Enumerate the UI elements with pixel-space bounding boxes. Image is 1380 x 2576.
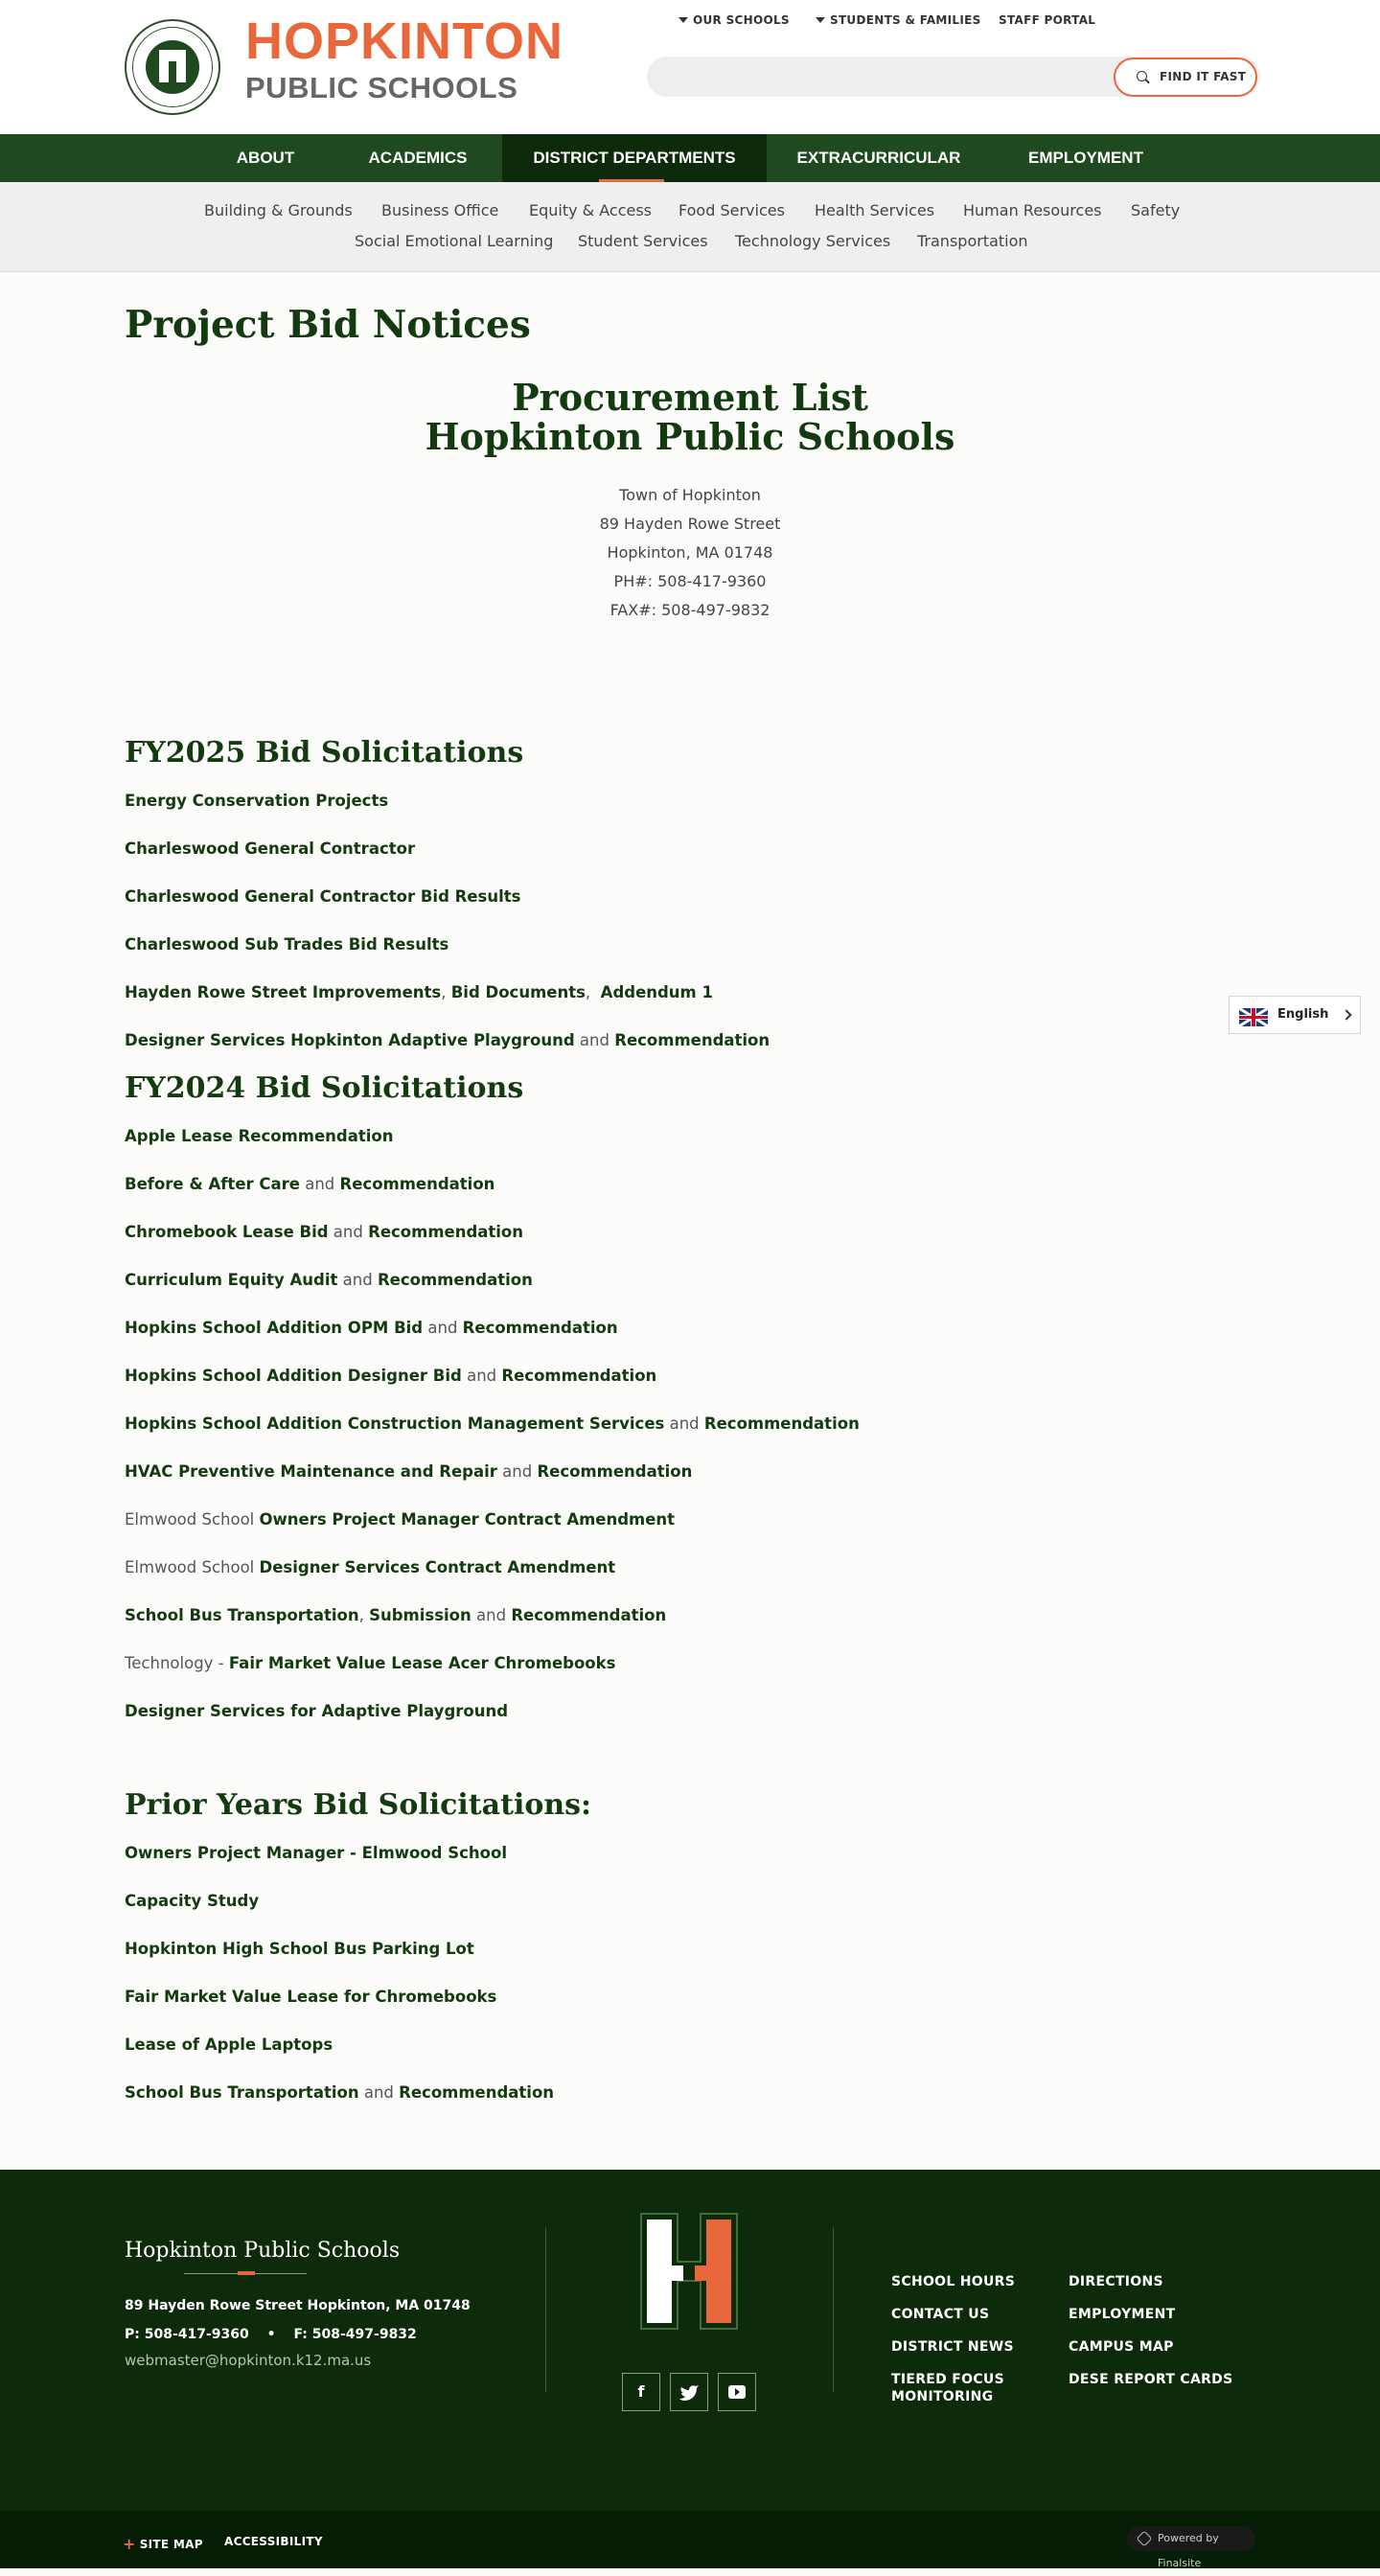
- bid-item-text: and: [423, 1319, 463, 1337]
- bid-document-link[interactable]: Fair Market Value Lease for Chromebooks: [125, 1988, 497, 2006]
- site-map-link[interactable]: [123, 2535, 203, 2553]
- bid-document-link[interactable]: Hayden Rowe Street Improvements: [125, 983, 442, 1001]
- chevron-right-icon: [1341, 1009, 1351, 1020]
- address-line: Hopkinton, MA 01748: [607, 543, 773, 562]
- footer-link-district-news[interactable]: DISTRICT NEWS: [891, 2339, 1014, 2355]
- subnav-health-services[interactable]: Health Services: [815, 201, 935, 219]
- subnav-human-resources[interactable]: Human Resources: [963, 201, 1102, 219]
- bid-document-link[interactable]: Charleswood General Contractor: [125, 840, 416, 858]
- address-fax: FAX#: 508-497-9832: [610, 601, 770, 619]
- bid-item: [125, 1319, 618, 1337]
- bid-document-link[interactable]: Recommendation: [462, 1319, 618, 1337]
- bid-item: [125, 2083, 554, 2102]
- youtube-link[interactable]: [718, 2373, 756, 2411]
- fy2025-heading: FY2025 Bid Solicitations: [125, 736, 524, 770]
- subnav-equity-access[interactable]: Equity & Access: [529, 201, 653, 219]
- footer-link-directions[interactable]: DIRECTIONS: [1069, 2274, 1163, 2289]
- facebook-link[interactable]: [622, 2373, 660, 2411]
- prior-years-heading: Prior Years Bid Solicitations:: [125, 1788, 592, 1822]
- bid-document-link[interactable]: Recommendation: [614, 1031, 770, 1049]
- plus-icon: +: [123, 2535, 136, 2553]
- bid-item-text: and: [358, 2083, 400, 2102]
- bid-item: [125, 983, 713, 1001]
- bid-item-text: Technology -: [125, 1654, 229, 1672]
- bid-document-link[interactable]: Recommendation: [368, 1223, 524, 1241]
- powered-by-finalsite-badge[interactable]: [1127, 2526, 1255, 2569]
- nav-about[interactable]: ABOUT: [236, 149, 295, 167]
- bid-item: [125, 1127, 393, 1145]
- language-selector[interactable]: [1229, 996, 1361, 1034]
- bid-item: [125, 1558, 615, 1576]
- footer-separator: •: [266, 2327, 276, 2342]
- our-schools-dropdown[interactable]: [678, 13, 790, 27]
- footer-link-dese-report-cards[interactable]: DESE REPORT CARDS: [1069, 2372, 1233, 2387]
- bid-item: [125, 1462, 692, 1481]
- bid-item: [125, 935, 448, 954]
- page-title: Project Bid Notices: [125, 303, 531, 347]
- bid-document-link[interactable]: Curriculum Equity Audit: [125, 1271, 338, 1289]
- bid-item: [125, 1654, 615, 1672]
- bid-document-link[interactable]: Hopkins School Addition Construction Management Services: [125, 1414, 665, 1433]
- nav-district-departments[interactable]: DISTRICT DEPARTMENTS: [502, 134, 767, 182]
- footer-bottom-bar: [0, 2511, 1380, 2568]
- bid-document-link[interactable]: Designer Services Hopkinton Adaptive Playground: [125, 1031, 575, 1049]
- bid-document-link[interactable]: Bid Documents: [450, 983, 586, 1001]
- bid-document-link[interactable]: Submission: [369, 1606, 472, 1624]
- subnav-transportation[interactable]: Transportation: [917, 232, 1028, 250]
- bid-item: [125, 1892, 259, 1910]
- procurement-title-line2: Hopkinton Public Schools: [425, 415, 955, 458]
- bid-item: [125, 1844, 507, 1862]
- bid-item: [125, 1414, 860, 1433]
- bid-item-text: ,: [358, 1606, 370, 1624]
- accessibility-link[interactable]: ACCESSIBILITY: [224, 2535, 323, 2548]
- subnav-food-services[interactable]: Food Services: [678, 201, 785, 219]
- bid-document-link[interactable]: Recommendation: [537, 1462, 693, 1481]
- procurement-title-line1: Procurement List: [512, 376, 868, 419]
- hopkinton-h-logo[interactable]: [639, 2212, 739, 2331]
- bid-item: [125, 1223, 523, 1241]
- footer-address: 89 Hayden Rowe Street Hopkinton, MA 01748: [125, 2298, 471, 2313]
- bid-item-text: and: [574, 1031, 615, 1049]
- bid-document-link[interactable]: Apple Lease Recommendation: [125, 1127, 394, 1145]
- powered-by-label: Powered by Finalsite: [1158, 2532, 1219, 2569]
- bid-document-link[interactable]: Before & After Care: [125, 1175, 300, 1193]
- procurement-title: [125, 378, 1255, 456]
- twitter-link[interactable]: [670, 2373, 708, 2411]
- bid-document-link[interactable]: Fair Market Value Lease Acer Chromebooks: [228, 1654, 616, 1672]
- bid-document-link[interactable]: School Bus Transportation: [125, 2083, 359, 2102]
- bid-item: [125, 840, 415, 858]
- bid-item: [125, 2036, 333, 2054]
- subnav-technology-services[interactable]: Technology Services: [735, 232, 891, 250]
- footer-link-campus-map[interactable]: CAMPUS MAP: [1069, 2339, 1174, 2355]
- footer-phone-fax: [125, 2327, 417, 2342]
- subnav-social-emotional-learning[interactable]: Social Emotional Learning: [355, 232, 554, 250]
- bid-document-link[interactable]: Owners Project Manager - Elmwood School: [125, 1844, 507, 1862]
- nav-extracurricular[interactable]: EXTRACURRICULAR: [796, 149, 961, 167]
- twitter-icon: [671, 2374, 707, 2410]
- caret-down-icon: [816, 17, 825, 23]
- bid-item: [125, 1510, 675, 1529]
- footer-link-employment[interactable]: EMPLOYMENT: [1069, 2307, 1176, 2322]
- subnav-student-services[interactable]: Student Services: [578, 232, 708, 250]
- bid-item-text: and: [328, 1223, 369, 1241]
- bid-item-text: and: [471, 1606, 512, 1624]
- site-header: [0, 0, 1380, 134]
- address-line: Town of Hopkinton: [619, 486, 761, 504]
- bid-item: [125, 792, 388, 810]
- bid-document-link[interactable]: School Bus Transportation: [125, 1606, 359, 1624]
- staff-portal-link[interactable]: STAFF PORTAL: [999, 13, 1096, 27]
- bid-document-link[interactable]: Energy Conservation Projects: [125, 792, 389, 810]
- footer-email-link[interactable]: webmaster@hopkinton.k12.ma.us: [125, 2352, 372, 2369]
- footer-link-school-hours[interactable]: SCHOOL HOURS: [891, 2274, 1016, 2289]
- nav-employment[interactable]: EMPLOYMENT: [1028, 149, 1143, 167]
- bid-item-text: and: [337, 1271, 378, 1289]
- bid-item-text: and: [461, 1367, 502, 1385]
- facebook-icon: f: [637, 2382, 645, 2401]
- bid-item: [125, 1940, 474, 1958]
- footer-divider: [833, 2227, 834, 2392]
- bid-document-link[interactable]: Charleswood Sub Trades Bid Results: [125, 935, 449, 954]
- address-line: 89 Hayden Rowe Street: [599, 515, 781, 533]
- bid-item-text: ,: [585, 983, 601, 1001]
- bid-document-link[interactable]: Recommendation: [399, 2083, 555, 2102]
- brand-title[interactable]: HOPKINTON: [245, 12, 564, 70]
- bid-item-text: Elmwood School: [125, 1510, 260, 1529]
- bid-document-link[interactable]: Recommendation: [511, 1606, 667, 1624]
- footer-phone[interactable]: P: 508-417-9360: [125, 2327, 249, 2342]
- bid-item: [125, 1271, 533, 1289]
- bid-item: [125, 1175, 494, 1193]
- bid-item: [125, 1031, 770, 1049]
- bid-document-link[interactable]: Recommendation: [377, 1271, 533, 1289]
- bid-item: [125, 1367, 656, 1385]
- town-address-block: [125, 481, 1255, 625]
- uk-flag-icon: [1239, 1008, 1268, 1026]
- main-navigation: [0, 134, 1380, 182]
- bid-document-link[interactable]: Recommendation: [703, 1414, 860, 1433]
- bid-item: [125, 887, 520, 906]
- bid-item-text: ,: [441, 983, 451, 1001]
- language-label: English: [1277, 1007, 1329, 1022]
- students-families-dropdown[interactable]: [816, 13, 981, 27]
- bid-document-link[interactable]: Hopkins School Addition OPM Bid: [125, 1319, 424, 1337]
- search-icon: [1137, 71, 1147, 81]
- footer-rule-accent: [238, 2271, 255, 2275]
- bid-document-link[interactable]: Designer Services Contract Amendment: [259, 1558, 616, 1576]
- bid-item-text: Elmwood School: [125, 1558, 260, 1576]
- subnav-safety[interactable]: Safety: [1131, 201, 1181, 219]
- bid-document-link[interactable]: Hopkins School Addition Designer Bid: [125, 1367, 462, 1385]
- fy2024-heading: FY2024 Bid Solicitations: [125, 1071, 524, 1105]
- bid-item-text: and: [664, 1414, 704, 1433]
- footer-link-tiered-focus-monitoring[interactable]: TIERED FOCUS MONITORING: [891, 2372, 1004, 2404]
- department-subnav: [0, 182, 1380, 272]
- bid-document-link[interactable]: Charleswood General Contractor Bid Results: [125, 887, 521, 906]
- subnav-building-grounds[interactable]: Building & Grounds: [204, 201, 353, 219]
- district-seal-logo[interactable]: [125, 19, 220, 115]
- footer-divider: [545, 2227, 546, 2392]
- subnav-business-office[interactable]: Business Office: [381, 201, 499, 219]
- students-families-label: STUDENTS & FAMILIES: [830, 13, 981, 27]
- youtube-icon: [719, 2374, 755, 2410]
- footer-district-name: Hopkinton Public Schools: [125, 2239, 401, 2263]
- finalsite-icon: [1137, 2531, 1153, 2547]
- address-phone: PH#: 508-417-9360: [613, 572, 767, 590]
- bid-document-link[interactable]: Owners Project Manager Contract Amendment: [259, 1510, 676, 1529]
- find-it-fast-label: FIND IT FAST: [1160, 70, 1247, 83]
- bid-item-text: and: [299, 1175, 340, 1193]
- bid-document-link[interactable]: Lease of Apple Laptops: [125, 2036, 334, 2054]
- bid-item-text: and: [496, 1462, 538, 1481]
- bid-document-link[interactable]: Hopkinton High School Bus Parking Lot: [125, 1940, 474, 1958]
- footer-link-contact-us[interactable]: CONTACT US: [891, 2307, 990, 2322]
- bid-document-link[interactable]: Recommendation: [339, 1175, 495, 1193]
- brand-subtitle[interactable]: PUBLIC SCHOOLS: [245, 71, 518, 104]
- bid-document-link[interactable]: Capacity Study: [125, 1892, 260, 1910]
- bid-item: [125, 1606, 666, 1624]
- our-schools-label: OUR SCHOOLS: [693, 13, 790, 27]
- bid-document-link[interactable]: HVAC Preventive Maintenance and Repair: [125, 1462, 497, 1481]
- bid-document-link[interactable]: Chromebook Lease Bid: [125, 1223, 329, 1241]
- footer-fax: F: 508-497-9832: [293, 2327, 417, 2342]
- caret-down-icon: [678, 17, 688, 23]
- bid-document-link[interactable]: Designer Services for Adaptive Playground: [125, 1702, 509, 1720]
- seal-building: [159, 50, 186, 82]
- site-map-label: SITE MAP: [139, 2538, 203, 2551]
- find-it-fast-button[interactable]: [1114, 58, 1257, 97]
- bid-item: [125, 1702, 508, 1720]
- bid-item: [125, 1988, 496, 2006]
- bid-document-link[interactable]: Addendum 1: [600, 983, 713, 1001]
- site-footer: [0, 2170, 1380, 2511]
- bid-document-link[interactable]: Recommendation: [501, 1367, 657, 1385]
- nav-academics[interactable]: ACADEMICS: [368, 149, 468, 167]
